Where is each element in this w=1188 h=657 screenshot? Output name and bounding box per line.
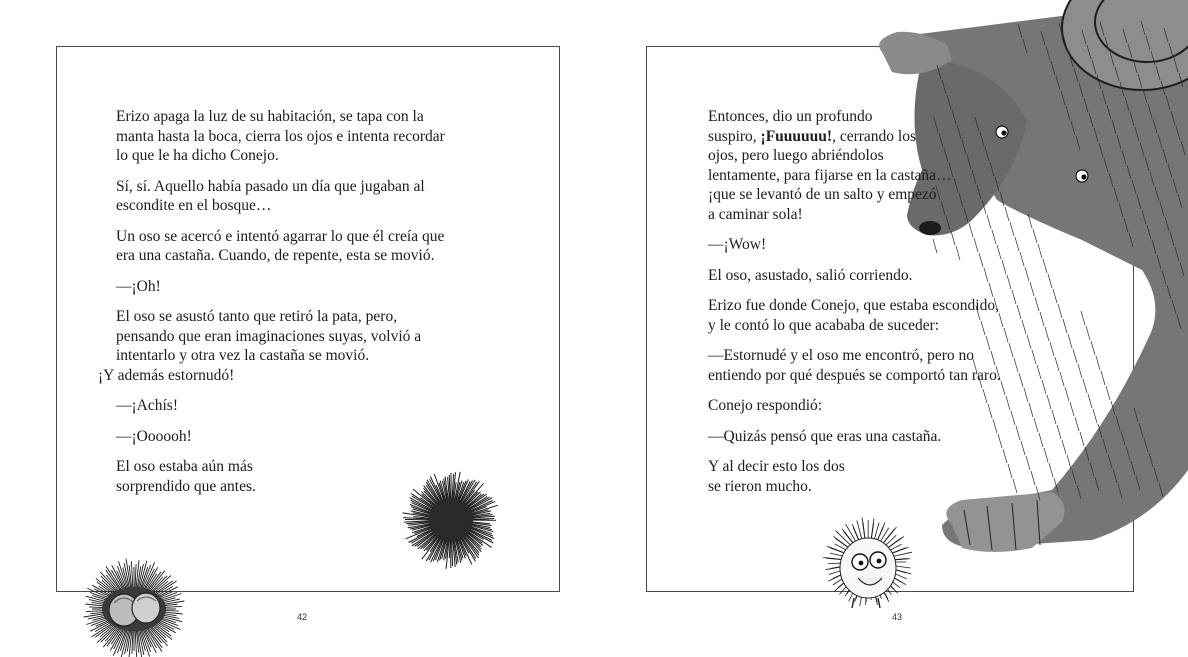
emphasized-sound: ¡Fuuuuuu! — [760, 127, 833, 145]
chestnut-pod-illustration — [74, 563, 194, 653]
paragraph: Y al decir esto los dos se rieron mucho. — [708, 458, 845, 495]
paragraph: Entonces, dio un profundo suspiro, ¡Fuuuuuu!, cerrando los ojos, pero luego abriéndolos lentamente, para fijarse en la castaña… ¡que se levantó de un salto y empezó a caminar sola! — [708, 108, 952, 223]
chestnut-burr-illustration — [396, 470, 506, 570]
paragraph: El oso se asustó tanto que retiró la pata, pero, pensando que eran imaginaciones suyas, volvió a intentarlo y otra vez la castaña se movió. — [116, 308, 422, 364]
paragraph: Erizo apaga la luz de su habitación, se tapa con la manta hasta la boca, cierra los ojos e intenta recordar lo que le ha dicho Conejo. — [116, 108, 445, 164]
dialogue-line: —Estornudé y el oso me encontró, pero no entiendo por qué después se comportó tan raro. — [708, 347, 1001, 384]
paragraph: El oso, asustado, salió corriendo. — [708, 266, 913, 284]
paragraph: Sí, sí. Aquello había pasado un día que jugaban al escondite en el bosque… — [116, 177, 425, 214]
paragraph: ¡Y además estornudó! — [98, 366, 235, 384]
paragraph: Un oso se acercó e intentó agarrar lo que él creía que era una castaña. Cuando, de repente, esta se movió. — [116, 227, 445, 264]
dialogue-line: —¡Wow! — [708, 236, 767, 253]
paragraph: Conejo respondió: — [708, 397, 823, 414]
left-page-text — [98, 107, 490, 507]
page-number: 42 — [297, 612, 308, 622]
dialogue-line: —Quizás pensó que eras una castaña. — [708, 427, 942, 445]
hedgehog-illustration — [820, 512, 912, 612]
paragraph: Erizo fue donde Conejo, que estaba escondido, y le contó lo que acababa de suceder: — [708, 297, 999, 334]
dialogue-line: —¡Oh! — [116, 277, 161, 295]
page-number: 43 — [892, 612, 903, 622]
right-page — [594, 0, 1188, 657]
right-page-text — [690, 107, 1050, 507]
dialogue-line: —¡Oooooh! — [116, 427, 192, 445]
dialogue-line: —¡Achís! — [116, 397, 178, 414]
paragraph: El oso estaba aún más sorprendido que antes. — [116, 458, 256, 495]
